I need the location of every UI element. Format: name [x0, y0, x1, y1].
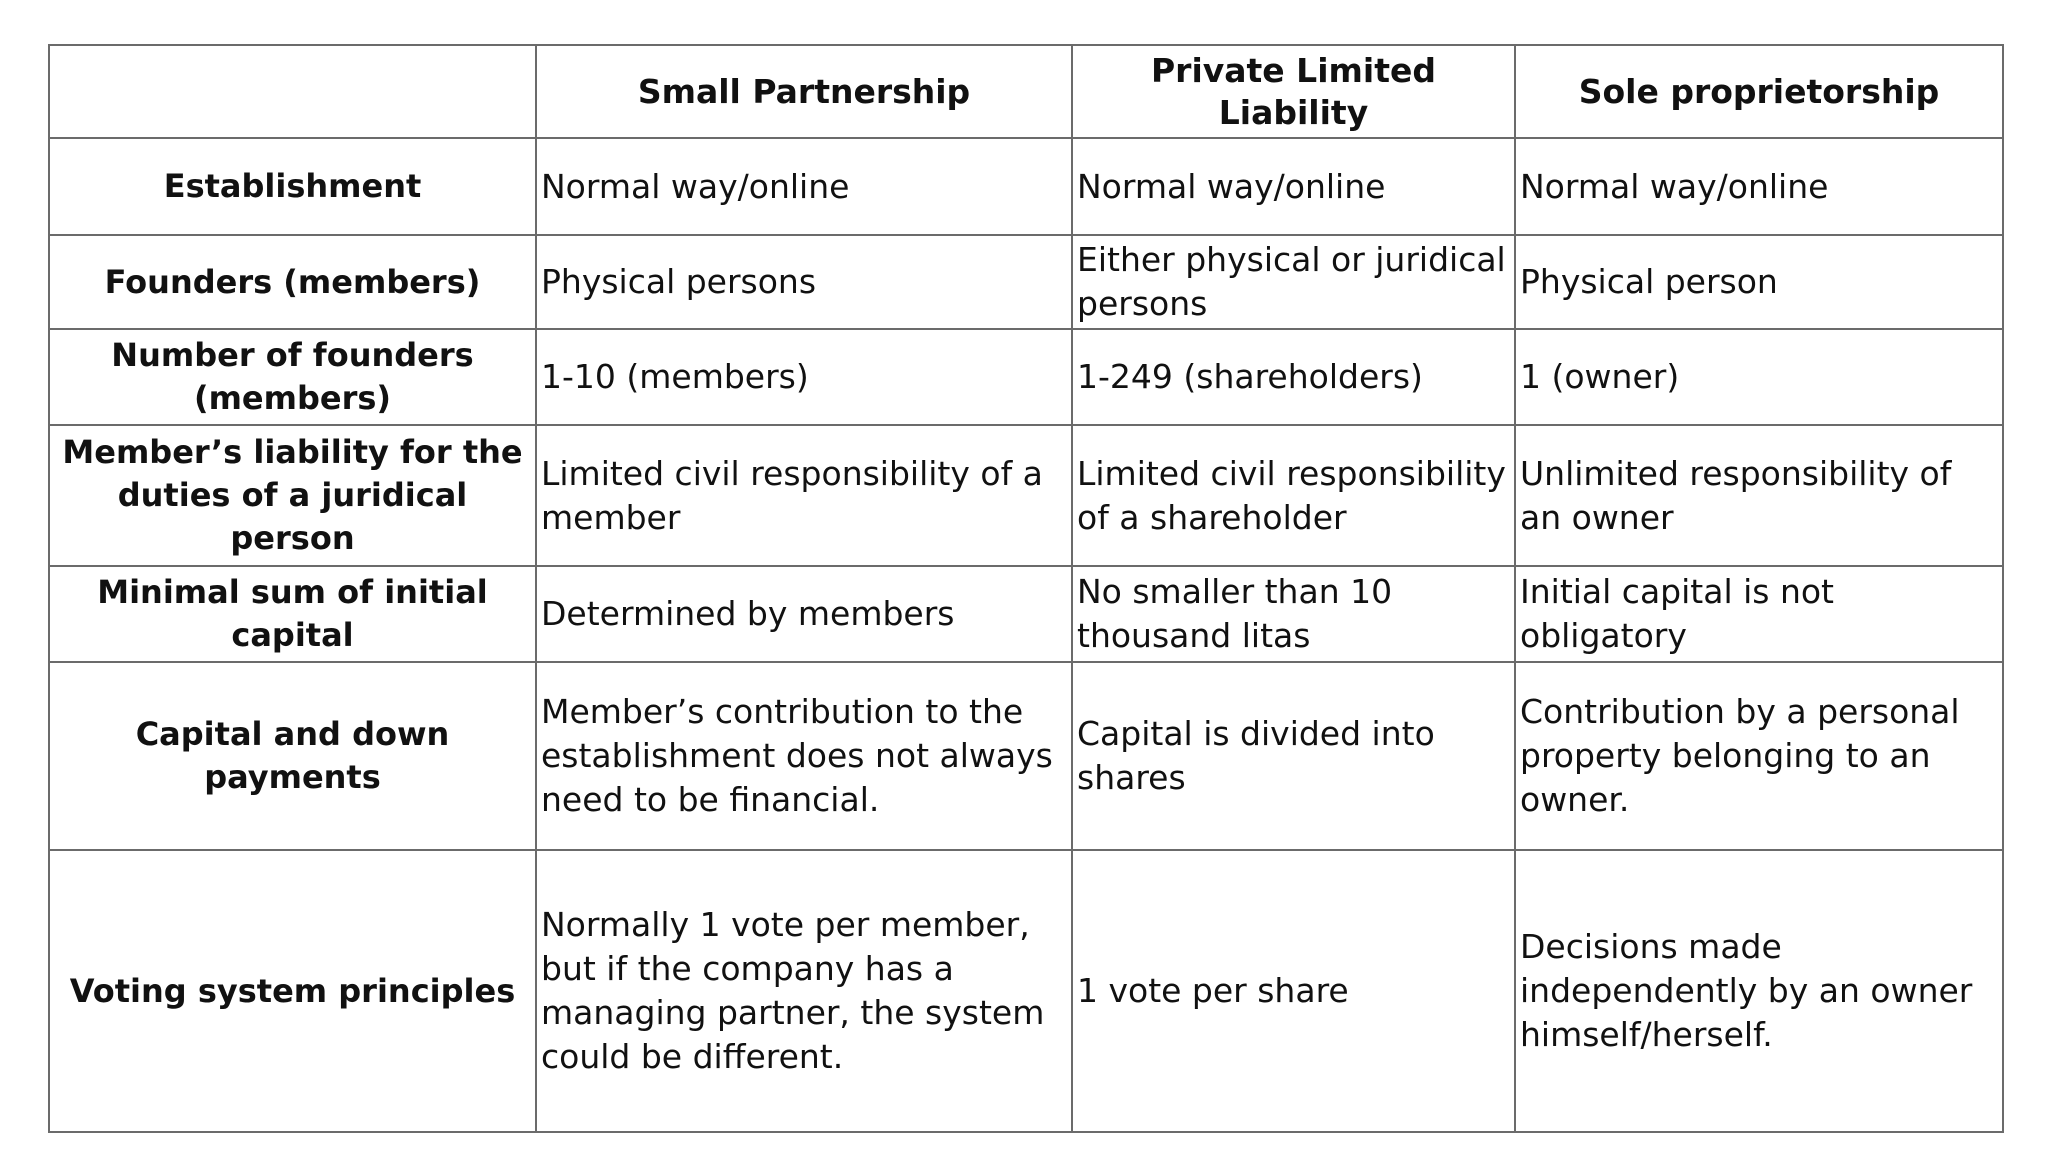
table-row-voting-system — [49, 850, 2003, 1132]
cell-small-partnership: Limited civil responsibility of a member — [536, 425, 1072, 566]
table-row-member-liability — [49, 425, 2003, 566]
row-label: Capital and down payments — [49, 662, 536, 850]
row-label: Number of founders (members) — [49, 329, 536, 425]
header-sole-proprietorship: Sole proprietorship — [1515, 45, 2003, 138]
header-small-partnership: Small Partnership — [536, 45, 1072, 138]
cell-small-partnership: Normal way/online — [536, 138, 1072, 235]
table-header-row — [49, 45, 2003, 138]
cell-small-partnership: Member’s contribution to the establishment does not always need to be financial. — [536, 662, 1072, 850]
row-label: Member’s liability for the duties of a juridical person — [49, 425, 536, 566]
cell-private-limited: Normal way/online — [1072, 138, 1515, 235]
cell-small-partnership: Physical persons — [536, 235, 1072, 329]
table-row-minimal-initial-capital — [49, 566, 2003, 662]
cell-sole-proprietorship: 1 (owner) — [1515, 329, 2003, 425]
comparison-table-container — [48, 44, 2002, 1133]
cell-sole-proprietorship: Initial capital is not obligatory — [1515, 566, 2003, 662]
business-forms-comparison-table — [48, 44, 2004, 1133]
cell-private-limited: No smaller than 10 thousand litas — [1072, 566, 1515, 662]
cell-private-limited: 1-249 (shareholders) — [1072, 329, 1515, 425]
cell-small-partnership: Determined by members — [536, 566, 1072, 662]
table-row-founders — [49, 235, 2003, 329]
table-row-capital-and-down-payments — [49, 662, 2003, 850]
cell-private-limited: Capital is divided into shares — [1072, 662, 1515, 850]
header-empty-corner — [49, 45, 536, 138]
row-label: Founders (members) — [49, 235, 536, 329]
row-label: Establishment — [49, 138, 536, 235]
cell-sole-proprietorship: Contribution by a personal property belonging to an owner. — [1515, 662, 2003, 850]
cell-sole-proprietorship: Decisions made independently by an owner himself/herself. — [1515, 850, 2003, 1132]
cell-sole-proprietorship: Physical person — [1515, 235, 2003, 329]
cell-private-limited: Either physical or juridical persons — [1072, 235, 1515, 329]
header-private-limited-liability: Private Limited Liability — [1072, 45, 1515, 138]
row-label: Voting system principles — [49, 850, 536, 1132]
cell-private-limited: Limited civil responsibility of a shareholder — [1072, 425, 1515, 566]
row-label: Minimal sum of initial capital — [49, 566, 536, 662]
cell-private-limited: 1 vote per share — [1072, 850, 1515, 1132]
cell-sole-proprietorship: Normal way/online — [1515, 138, 2003, 235]
table-row-establishment — [49, 138, 2003, 235]
table-row-number-of-founders — [49, 329, 2003, 425]
cell-small-partnership: 1-10 (members) — [536, 329, 1072, 425]
cell-sole-proprietorship: Unlimited responsibility of an owner — [1515, 425, 2003, 566]
cell-small-partnership: Normally 1 vote per member, but if the company has a managing partner, the system could be different. — [536, 850, 1072, 1132]
